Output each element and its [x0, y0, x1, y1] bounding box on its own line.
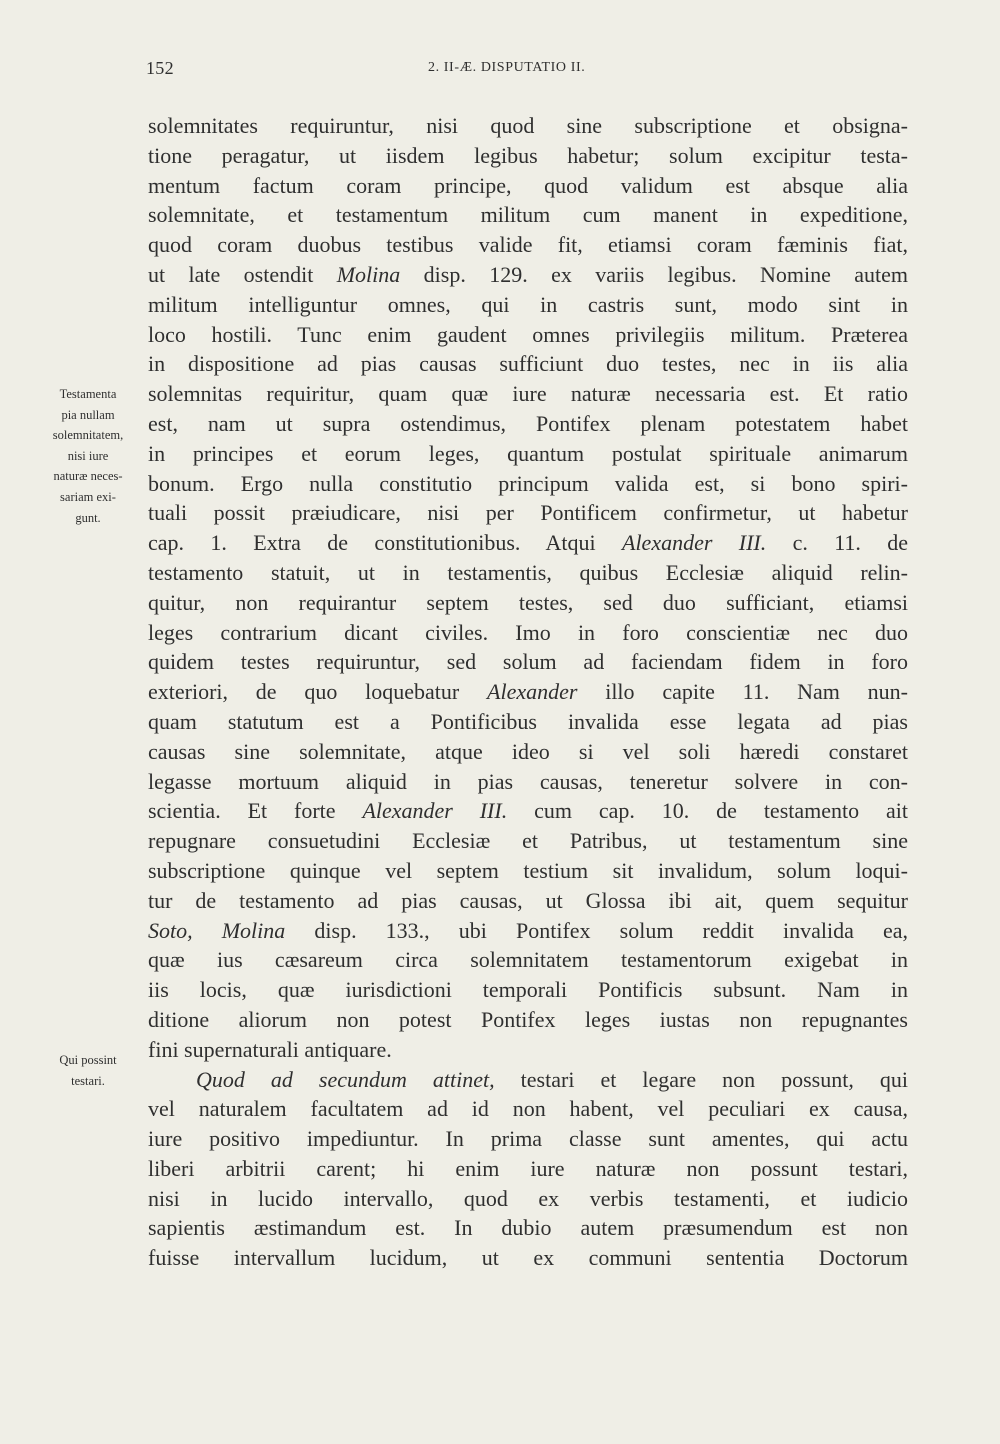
text-line — [148, 1213, 908, 1243]
text-line — [148, 290, 908, 320]
text-segment: scientia. Et forte — [148, 798, 363, 824]
text-segment: solemnitates requiruntur, nisi quod sine subscriptione et obsigna- — [148, 113, 908, 138]
text-line — [148, 886, 908, 916]
text-line — [148, 618, 908, 648]
italic-name: Alexander III. — [362, 798, 508, 824]
text-segment: in principes et eorum leges, quantum postulat spirituale animarum — [148, 440, 908, 466]
text-line — [148, 498, 908, 528]
text-line — [148, 379, 908, 409]
text-segment: c. 11. de — [766, 530, 908, 556]
text-segment: vel naturalem facultatem ad id non habent, vel peculiari ex causa, — [148, 1096, 908, 1122]
margin-note-line: gunt. — [75, 510, 101, 525]
text-line — [148, 1124, 908, 1154]
text-segment: disp. 133., ubi Pontifex solum reddit invalida ea, — [285, 917, 908, 943]
italic-name: Quod ad secundum attinet, — [196, 1066, 495, 1092]
text-line — [148, 737, 908, 767]
text-line — [148, 975, 908, 1005]
margin-note-line: testari. — [71, 1073, 105, 1088]
text-segment: militum intelliguntur omnes, qui in castris sunt, modo sint in — [148, 291, 908, 317]
text-line — [148, 439, 908, 469]
italic-name: Molina — [336, 261, 401, 287]
text-line — [148, 1154, 908, 1184]
text-segment: liberi arbitrii carent; hi enim iure naturæ non possunt testari, — [148, 1155, 908, 1181]
text-line — [148, 588, 908, 618]
text-line — [148, 767, 908, 797]
text-segment: quæ ius cæsareum circa solemnitatem testamentorum exigebat in — [148, 947, 908, 973]
running-title: 2. II-Æ. DISPUTATIO II. — [428, 60, 586, 75]
text-segment: quod coram duobus testibus valide fit, etiamsi coram fæminis fiat, — [148, 232, 908, 258]
text-line — [148, 200, 908, 230]
text-segment: tur de testamento ad pias causas, ut Glossa ibi ait, quem sequitur — [148, 887, 908, 913]
text-line — [148, 141, 908, 171]
margin-note-qui-possint — [34, 1050, 142, 1091]
text-segment: loco hostili. Tunc enim gaudent omnes privilegiis militum. Præterea — [148, 321, 908, 347]
text-segment: est, nam ut supra ostendimus, Pontifex plenam potestatem habet — [148, 410, 908, 436]
margin-note-line: pia nullam — [61, 407, 115, 422]
text-line — [148, 260, 908, 290]
text-line — [148, 171, 908, 201]
italic-name: Alexander — [487, 679, 578, 705]
margin-note-testamenta — [34, 384, 142, 528]
text-segment: solemnitas requiritur, quam quæ iure naturæ necessaria est. Et ratio — [148, 381, 908, 407]
text-segment: quam statutum est a Pontificibus invalida esse legata ad pias — [148, 708, 908, 734]
text-line — [148, 1065, 908, 1095]
text-segment: mentum factum coram principe, quod validum est absque alia — [148, 172, 908, 198]
text-line — [148, 469, 908, 499]
text-segment: ut late ostendit — [148, 261, 337, 287]
text-segment: testari et legare non possunt, qui — [494, 1066, 908, 1092]
text-line — [148, 558, 908, 588]
text-line — [148, 230, 908, 260]
text-segment: cap. 1. Extra de constitutionibus. Atqui — [148, 530, 622, 556]
text-line — [148, 1243, 908, 1273]
text-line — [148, 677, 908, 707]
text-segment: tuali possit præiudicare, nisi per Pontificem confirmetur, ut habetur — [148, 500, 908, 526]
running-head — [146, 58, 908, 84]
margin-note-line: naturæ neces- — [53, 469, 123, 484]
text-segment: cum cap. 10. de testamento ait — [507, 798, 908, 824]
text-segment: solemnitate, et testamentum militum cum manent in expeditione, — [148, 202, 908, 228]
text-line — [148, 707, 908, 737]
text-line — [148, 1035, 908, 1065]
text-segment: causas sine solemnitate, atque ideo si vel soli hæredi constaret — [148, 738, 908, 764]
text-segment: illo capite 11. Nam nun- — [577, 679, 908, 705]
text-line — [148, 826, 908, 856]
italic-name: Alexander III. — [622, 530, 767, 556]
text-segment: bonum. Ergo nulla constitutio principum valida est, si bono spiri- — [148, 470, 908, 496]
text-segment: subscriptione quinque vel septem testium sit invalidum, solum loqui- — [148, 857, 908, 883]
text-segment: sapientis æstimandum est. In dubio autem præsumendum est non — [148, 1215, 908, 1241]
text-segment: disp. 129. ex variis legibus. Nomine autem — [400, 261, 908, 287]
text-line — [148, 856, 908, 886]
text-line — [148, 111, 908, 141]
text-segment: testamento statuit, ut in testamentis, quibus Ecclesiæ aliquid relin- — [148, 559, 908, 585]
text-segment: exteriori, de quo loquebatur — [148, 679, 488, 705]
text-segment: iure positivo impediuntur. In prima classe sunt amentes, qui actu — [148, 1126, 908, 1152]
margin-note-line: Testamenta — [59, 387, 117, 401]
text-line — [148, 647, 908, 677]
margin-note-line: nisi iure — [67, 448, 109, 463]
text-segment: ditione aliorum non potest Pontifex leges iustas non repugnantes — [148, 1006, 908, 1032]
text-segment: tione peragatur, ut iisdem legibus habetur; solum excipitur testa- — [148, 142, 908, 168]
text-segment: leges contrarium dicant civiles. Imo in foro conscientiæ nec duo — [148, 619, 908, 645]
text-segment: quidem testes requiruntur, sed solum ad faciendam fidem in foro — [148, 649, 908, 675]
text-segment: in dispositione ad pias causas sufficiunt duo testes, nec in iis alia — [148, 351, 908, 377]
text-line — [148, 945, 908, 975]
text-line — [148, 1005, 908, 1035]
text-line — [148, 409, 908, 439]
text-line — [148, 528, 908, 558]
text-line — [148, 320, 908, 350]
body-text — [148, 111, 908, 1273]
margin-note-line: sariam exi- — [60, 489, 116, 504]
italic-name: Soto, Molina — [148, 917, 286, 943]
margin-note-line: solemnitatem, — [52, 428, 124, 443]
text-segment: fini supernaturali antiquare. — [148, 1036, 392, 1062]
text-segment: iis locis, quæ iurisdictioni temporali Pontificis subsunt. Nam in — [148, 977, 908, 1003]
text-line — [148, 1184, 908, 1214]
text-segment: repugnare consuetudini Ecclesiæ et Patribus, ut testamentum sine — [148, 828, 908, 854]
text-segment: nisi in lucido intervallo, quod ex verbis testamenti, et iudicio — [148, 1185, 908, 1211]
text-line — [148, 1094, 908, 1124]
margin-note-line: Qui possint — [59, 1053, 117, 1067]
text-segment: quitur, non requirantur septem testes, sed duo sufficiant, etiamsi — [148, 589, 908, 615]
text-segment: legasse mortuum aliquid in pias causas, teneretur solvere in con- — [148, 768, 908, 794]
text-line — [148, 349, 908, 379]
text-segment: fuisse intervallum lucidum, ut ex communi sententia Doctorum — [148, 1245, 908, 1271]
page-number: 152 — [146, 58, 174, 78]
text-line — [148, 916, 908, 946]
text-line — [148, 796, 908, 826]
